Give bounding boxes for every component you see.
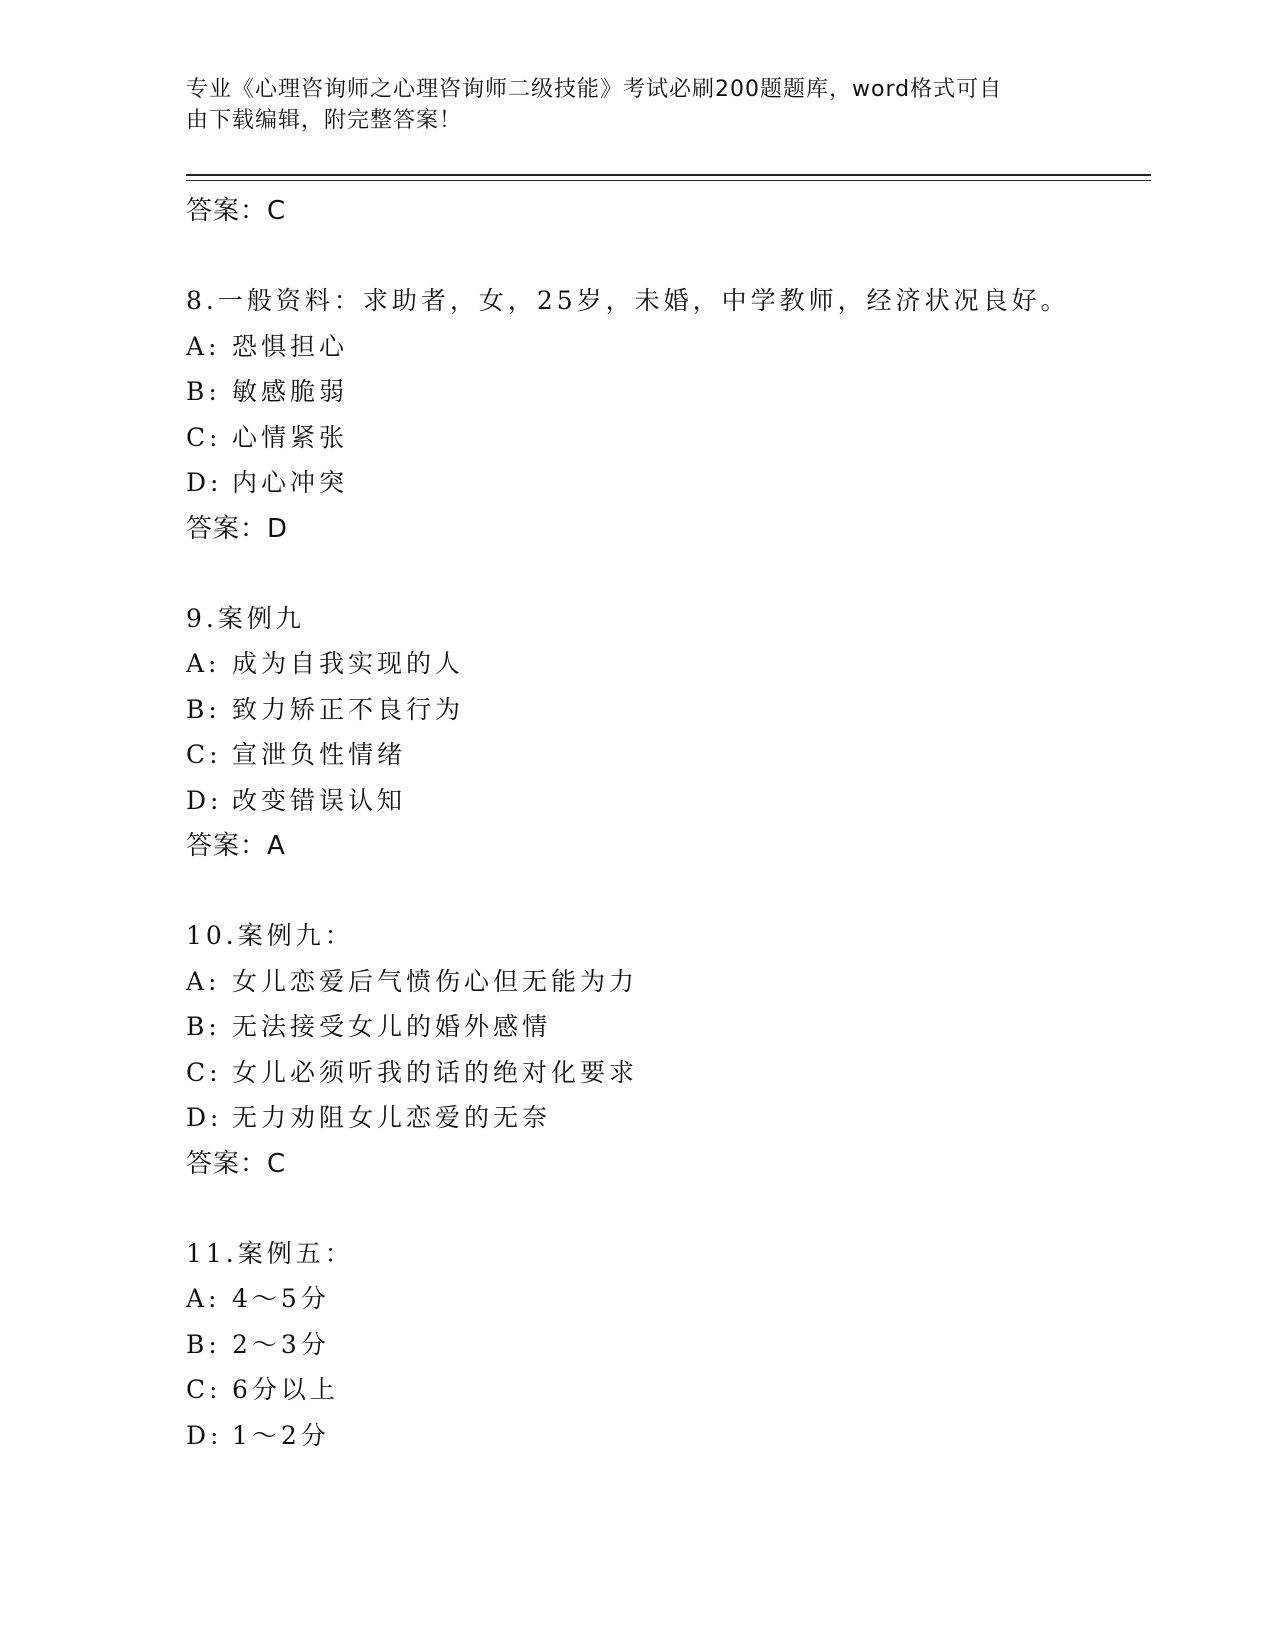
document-header — [186, 74, 1066, 136]
question-list — [186, 188, 1146, 1458]
option-c — [186, 1050, 1146, 1096]
option-b — [186, 1004, 1146, 1050]
option-key: D: — [186, 468, 223, 497]
header-line-1: 专业《心理咨询师之心理咨询师二级技能》考试必刷200题题库，word格式可自 — [186, 77, 1003, 102]
question-stem: 8.一般资料：求助者，女，25岁，未婚，中学教师，经济状况良好。 — [186, 286, 1070, 315]
question-item — [186, 1231, 1146, 1459]
question-item — [186, 596, 1146, 870]
option-text: 致力矫正不良行为 — [232, 694, 465, 724]
option-text: 成为自我实现的人 — [232, 649, 465, 678]
option-key: B: — [186, 1329, 221, 1359]
option-text: 6分以上 — [232, 1375, 339, 1404]
option-key: D: — [186, 1103, 223, 1132]
option-d — [186, 778, 1146, 824]
option-d — [186, 1413, 1146, 1459]
option-key: A: — [186, 1284, 221, 1313]
option-a — [186, 1276, 1146, 1322]
question-stem: 10.案例九： — [186, 921, 354, 950]
option-key: C: — [186, 1375, 222, 1404]
option-d — [186, 460, 1146, 506]
option-text: 改变错误认知 — [232, 785, 407, 815]
option-b — [186, 687, 1146, 733]
question-stem: 9.案例九 — [186, 603, 305, 633]
option-key: B: — [186, 1012, 221, 1041]
option-b — [186, 1322, 1146, 1368]
option-text: 无力劝阻女儿恋爱的无奈 — [232, 1103, 552, 1132]
option-key: D: — [186, 1420, 223, 1450]
option-c — [186, 732, 1146, 778]
option-a — [186, 959, 1146, 1005]
previous-answer: 答案：C — [186, 196, 287, 226]
option-text: 女儿必须听我的话的绝对化要求 — [232, 1057, 639, 1087]
header-divider-thin — [186, 180, 1151, 181]
spacer — [186, 234, 1146, 278]
option-text: 2～3分 — [232, 1329, 330, 1359]
option-key: C: — [186, 740, 222, 769]
header-divider-thick — [186, 174, 1151, 176]
option-c — [186, 415, 1146, 461]
option-key: B: — [186, 694, 221, 724]
option-key: B: — [186, 377, 221, 406]
option-key: A: — [186, 649, 221, 678]
option-d — [186, 1095, 1146, 1141]
option-c — [186, 1367, 1146, 1413]
spacer — [186, 869, 1146, 913]
option-text: 恐惧担心 — [232, 331, 349, 361]
question-answer: 答案：C — [186, 1148, 287, 1179]
question-answer: 答案：A — [186, 831, 286, 861]
option-key: C: — [186, 1057, 222, 1087]
option-text: 宣泄负性情绪 — [232, 740, 407, 769]
option-text: 无法接受女儿的婚外感情 — [232, 1012, 552, 1041]
spacer — [186, 552, 1146, 596]
question-item — [186, 278, 1146, 552]
option-text: 内心冲突 — [232, 468, 349, 497]
spacer — [186, 1187, 1146, 1231]
question-answer: 答案：D — [186, 513, 289, 544]
header-line-2: 由下载编辑，附完整答案！ — [186, 108, 463, 133]
option-key: D: — [186, 785, 223, 815]
option-text: 敏感脆弱 — [232, 377, 349, 406]
option-key: A: — [186, 331, 221, 361]
question-stem: 11.案例五： — [186, 1238, 354, 1268]
question-item — [186, 913, 1146, 1187]
option-text: 4～5分 — [232, 1284, 330, 1313]
option-key: C: — [186, 422, 222, 452]
option-text: 女儿恋爱后气愤伤心但无能为力 — [232, 966, 639, 996]
option-b — [186, 369, 1146, 415]
option-a — [186, 641, 1146, 687]
option-a — [186, 324, 1146, 370]
option-text: 心情紧张 — [232, 422, 349, 452]
option-text: 1～2分 — [232, 1420, 330, 1450]
option-key: A: — [186, 966, 221, 996]
